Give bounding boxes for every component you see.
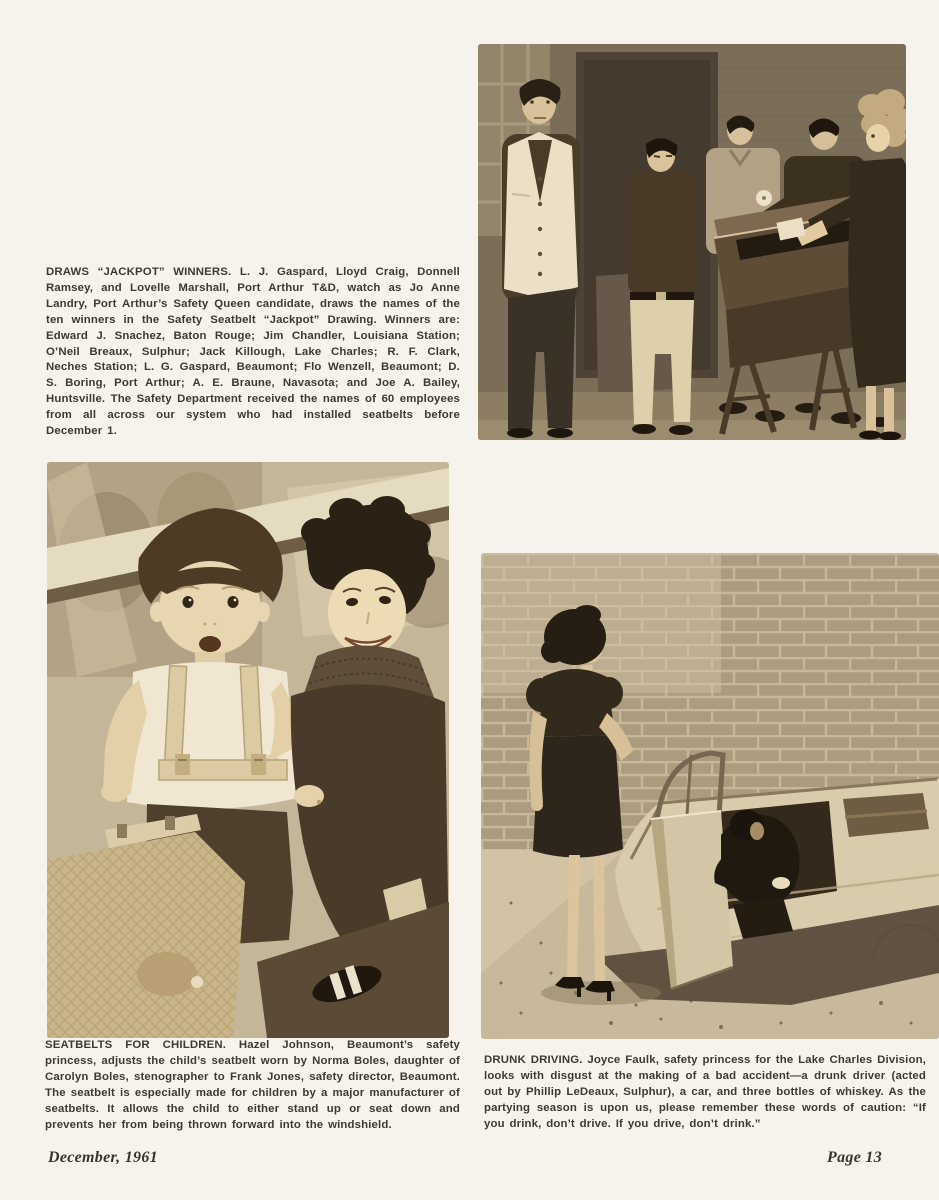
photo-child-seatbelt — [47, 462, 449, 1038]
photo-jackpot-drawing — [478, 44, 906, 440]
caption-seatbelts-for-children: SEATBELTS FOR CHILDREN. Hazel Johnson, Beaumont’s safety princess, adjusts the child’s seatbelt worn by Norma Boles, daughter of Carolyn Boles, stenographer to Frank Jones, safety director, Beaumont. The seatbelt is especially made for children by a major manufacturer of seatbelts. It allows the child to either stand up or seat down and prevents her from being thrown forward into the windshield. — [45, 1039, 460, 1131]
caption-drunk-driving: DRUNK DRIVING. Joyce Faulk, safety princess for the Lake Charles Division, looks with disgust at the making of a bad accident—a drunk driver (acted out by Phillip LeDeaux, Sulphur), a car, and three bottles of whiskey. As the partying season is upon us, please remember these words of caution: “If you drink, don’t drive. If you drive, don’t drink.” — [484, 1054, 926, 1130]
caption-jackpot-winners: DRAWS “JACKPOT” WINNERS. L. J. Gaspard, Lloyd Craig, Donnell Ramsey, and Lovelle Marshall, Port Arthur T&D, watch as Jo Anne Landry, Port Arthur’s Safety Queen candidate, draws the names of the ten winners in the Safety Seatbelt “Jackpot” Drawing. Winners are: Edward J. Snachez, Baton Rouge; Jim Chandler, Louisiana Station; O’Neil Breaux, Sulphur; Jack Killough, Lake Charles; R. F. Clark, Neches Station; L. G. Gaspard, Beaumont; Flo Wenzell, Beaumont; D. S. Boring, Port Arthur; A. E. Braune, Navasota; and Joe A. Bailey, Huntsville. The Safety Department received the names of 60 employees from all across our system who had installed seatbelts before December 1. — [46, 266, 460, 438]
photo-drunk-driving — [481, 553, 939, 1039]
footer-page-number: Page 13 — [827, 1149, 882, 1166]
photo-drunk-driving-illustration — [481, 553, 939, 1039]
photo-jackpot-illustration — [478, 44, 906, 440]
footer-issue-date: December, 1961 — [48, 1149, 158, 1166]
photo-child-illustration — [47, 462, 449, 1038]
